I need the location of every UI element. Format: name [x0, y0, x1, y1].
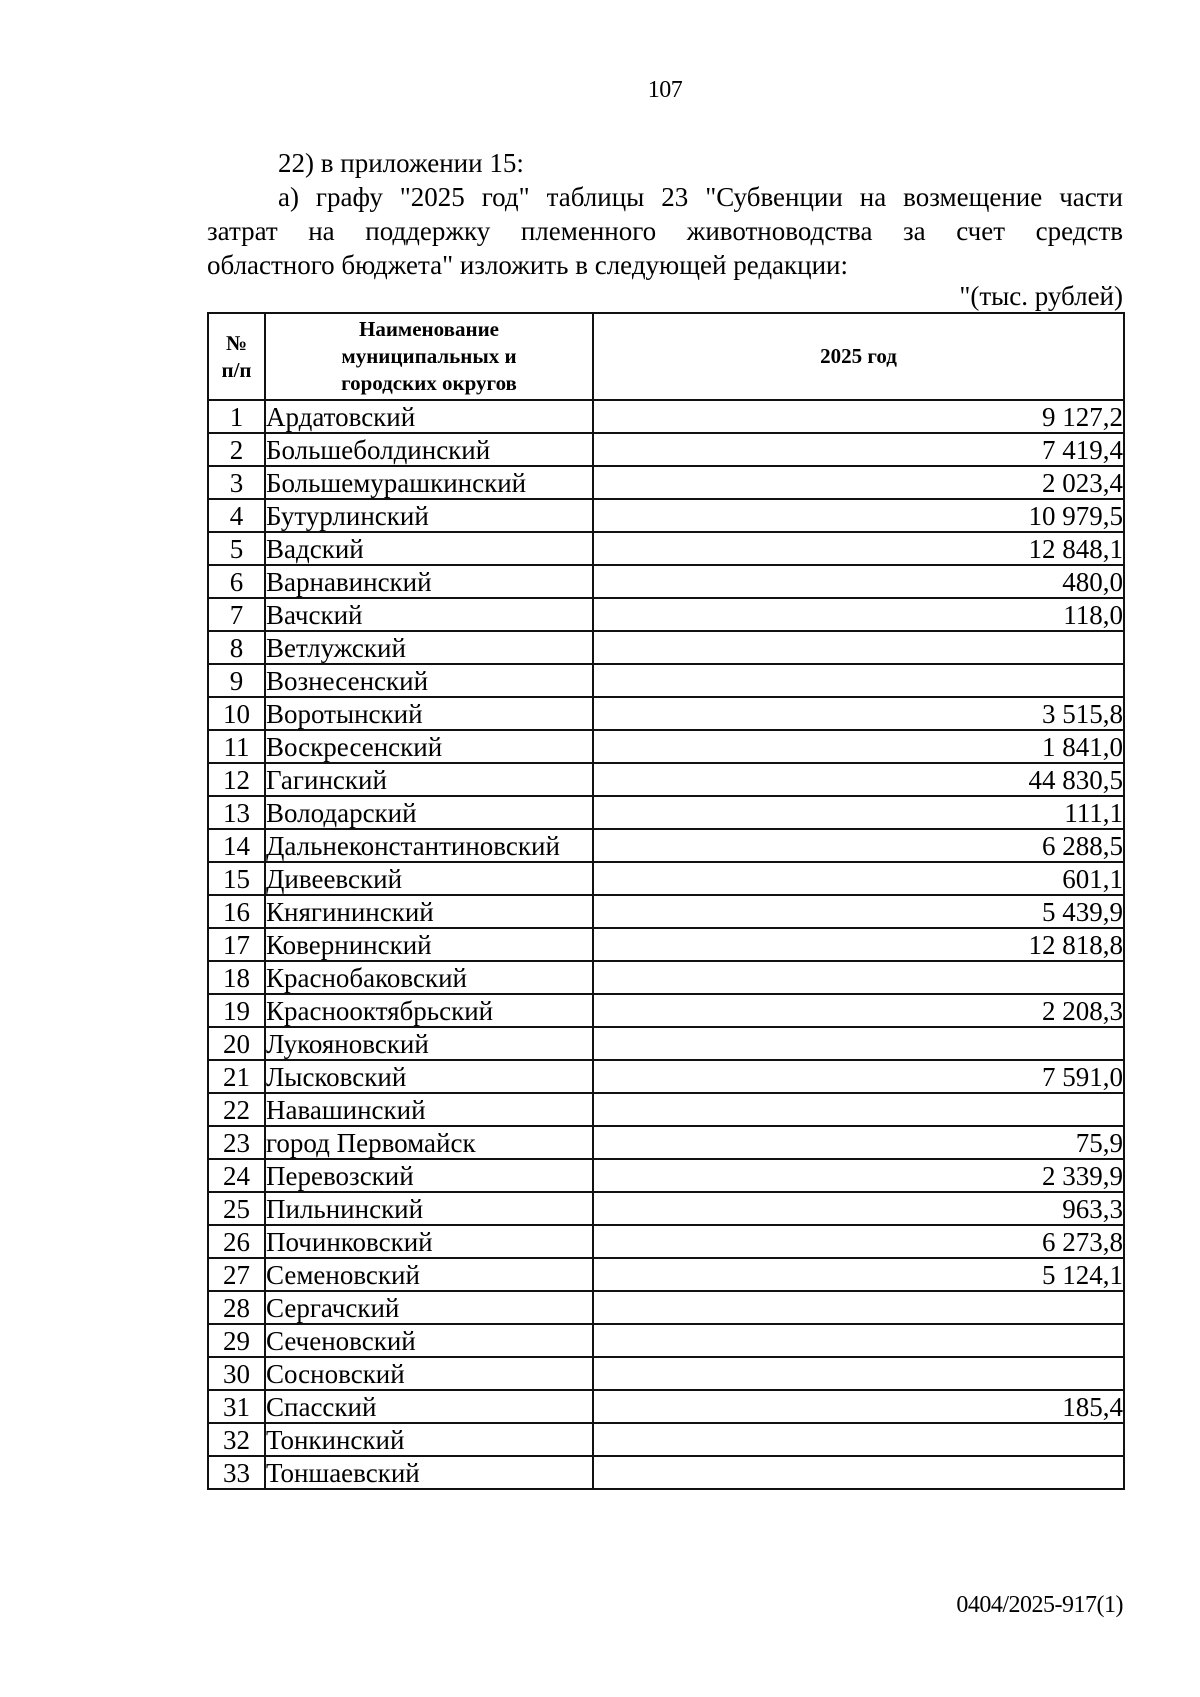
subsidy-value: 118,0: [593, 598, 1124, 631]
subsidy-value: 7 419,4: [593, 433, 1124, 466]
row-number: 9: [208, 664, 265, 697]
intro-line-1: 22) в приложении 15:: [278, 148, 524, 178]
row-number: 22: [208, 1093, 265, 1126]
row-number: 5: [208, 532, 265, 565]
subsidy-value: 963,3: [593, 1192, 1124, 1225]
table-body: [208, 400, 1124, 1489]
row-number: 31: [208, 1390, 265, 1423]
header-year: 2025 год: [593, 313, 1124, 400]
district-name: Лысковский: [265, 1060, 593, 1093]
district-name: Тонкинский: [265, 1423, 593, 1456]
district-name: Сосновский: [265, 1357, 593, 1390]
subsidy-value: 12 818,8: [593, 928, 1124, 961]
district-name: Перевозский: [265, 1159, 593, 1192]
row-number: 17: [208, 928, 265, 961]
subsidy-value: 9 127,2: [593, 400, 1124, 433]
district-name: Дальнеконстантиновский: [265, 829, 593, 862]
row-number: 18: [208, 961, 265, 994]
district-name: Краснооктябрьский: [265, 994, 593, 1027]
table-row: [208, 1192, 1124, 1225]
table-row: [208, 565, 1124, 598]
subsidy-value: 2 339,9: [593, 1159, 1124, 1192]
table-row: [208, 631, 1124, 664]
row-number: 11: [208, 730, 265, 763]
table-row: [208, 433, 1124, 466]
district-name: Сергачский: [265, 1291, 593, 1324]
district-name: Воскресенский: [265, 730, 593, 763]
table-row: [208, 664, 1124, 697]
subsidy-value: 2 208,3: [593, 994, 1124, 1027]
table-row: [208, 1159, 1124, 1192]
table-row: [208, 598, 1124, 631]
table-row: [208, 1291, 1124, 1324]
subsidy-value: [593, 631, 1124, 664]
district-name: Ветлужский: [265, 631, 593, 664]
subsidy-value: 75,9: [593, 1126, 1124, 1159]
district-name: Большеболдинский: [265, 433, 593, 466]
table-row: [208, 1027, 1124, 1060]
row-number: 6: [208, 565, 265, 598]
district-name: Вадский: [265, 532, 593, 565]
subsidy-value: [593, 1357, 1124, 1390]
table-row: [208, 1093, 1124, 1126]
table-row: [208, 466, 1124, 499]
subsidy-value: [593, 1456, 1124, 1489]
district-name: Воротынский: [265, 697, 593, 730]
district-name: Сеченовский: [265, 1324, 593, 1357]
row-number: 23: [208, 1126, 265, 1159]
row-number: 14: [208, 829, 265, 862]
page-number: 107: [647, 77, 683, 103]
subsidy-value: 111,1: [593, 796, 1124, 829]
subsidy-value: 6 273,8: [593, 1225, 1124, 1258]
table-row: [208, 1060, 1124, 1093]
table-row: [208, 1456, 1124, 1489]
row-number: 25: [208, 1192, 265, 1225]
district-name: Володарский: [265, 796, 593, 829]
subsidy-value: [593, 1324, 1124, 1357]
table-row: [208, 1126, 1124, 1159]
table-row: [208, 400, 1124, 433]
row-number: 26: [208, 1225, 265, 1258]
district-name: Вознесенский: [265, 664, 593, 697]
district-name: Вачский: [265, 598, 593, 631]
row-number: 2: [208, 433, 265, 466]
district-name: Большемурашкинский: [265, 466, 593, 499]
table-row: [208, 730, 1124, 763]
intro-line-3: затрат на поддержку племенного животноводства за счет средств: [207, 216, 1123, 246]
subsidy-value: [593, 1027, 1124, 1060]
subsidy-value: [593, 1291, 1124, 1324]
row-number: 21: [208, 1060, 265, 1093]
row-number: 28: [208, 1291, 265, 1324]
table-row: [208, 1357, 1124, 1390]
table-row: [208, 994, 1124, 1027]
row-number: 1: [208, 400, 265, 433]
subsidy-value: 44 830,5: [593, 763, 1124, 796]
row-number: 16: [208, 895, 265, 928]
district-name: Семеновский: [265, 1258, 593, 1291]
district-name: Краснобаковский: [265, 961, 593, 994]
district-name: Починковский: [265, 1225, 593, 1258]
row-number: 29: [208, 1324, 265, 1357]
row-number: 12: [208, 763, 265, 796]
district-name: Дивеевский: [265, 862, 593, 895]
header-num: № п/п: [208, 313, 265, 400]
row-number: 24: [208, 1159, 265, 1192]
subsidy-value: 185,4: [593, 1390, 1124, 1423]
table-row: [208, 532, 1124, 565]
district-name: город Первомайск: [265, 1126, 593, 1159]
subsidy-table: [207, 312, 1125, 1490]
row-number: 4: [208, 499, 265, 532]
table-row: [208, 763, 1124, 796]
table-header-row: [208, 313, 1124, 400]
table-row: [208, 862, 1124, 895]
row-number: 30: [208, 1357, 265, 1390]
table-row: [208, 961, 1124, 994]
row-number: 3: [208, 466, 265, 499]
district-name: Гагинский: [265, 763, 593, 796]
subsidy-value: 2 023,4: [593, 466, 1124, 499]
table-row: [208, 1390, 1124, 1423]
district-name: Спасский: [265, 1390, 593, 1423]
subsidy-value: [593, 1423, 1124, 1456]
subsidy-value: 12 848,1: [593, 532, 1124, 565]
table-row: [208, 829, 1124, 862]
table-row: [208, 1423, 1124, 1456]
table-row: [208, 1324, 1124, 1357]
table-row: [208, 499, 1124, 532]
row-number: 10: [208, 697, 265, 730]
table-row: [208, 1225, 1124, 1258]
district-name: Варнавинский: [265, 565, 593, 598]
table-row: [208, 1258, 1124, 1291]
row-number: 20: [208, 1027, 265, 1060]
subsidy-value: 1 841,0: [593, 730, 1124, 763]
table-row: [208, 697, 1124, 730]
intro-paragraph: [207, 146, 1123, 282]
subsidy-value: [593, 664, 1124, 697]
subsidy-value: 10 979,5: [593, 499, 1124, 532]
district-name: Навашинский: [265, 1093, 593, 1126]
subsidy-value: [593, 1093, 1124, 1126]
district-name: Пильнинский: [265, 1192, 593, 1225]
district-name: Ардатовский: [265, 400, 593, 433]
table-row: [208, 895, 1124, 928]
subsidy-value: 3 515,8: [593, 697, 1124, 730]
district-name: Лукояновский: [265, 1027, 593, 1060]
district-name: Княгининский: [265, 895, 593, 928]
row-number: 19: [208, 994, 265, 1027]
district-name: Бутурлинский: [265, 499, 593, 532]
row-number: 32: [208, 1423, 265, 1456]
subsidy-value: 601,1: [593, 862, 1124, 895]
subsidy-value: 5 439,9: [593, 895, 1124, 928]
unit-label: "(тыс. рублей): [959, 281, 1123, 311]
subsidy-value: 480,0: [593, 565, 1124, 598]
document-code: 0404/2025-917(1): [956, 1592, 1123, 1618]
subsidy-value: 7 591,0: [593, 1060, 1124, 1093]
intro-line-4: областного бюджета" изложить в следующей редакции:: [207, 250, 849, 280]
row-number: 33: [208, 1456, 265, 1489]
subsidy-value: [593, 961, 1124, 994]
intro-line-2: а) графу "2025 год" таблицы 23 "Субвенции на возмещение части: [278, 182, 1123, 212]
row-number: 13: [208, 796, 265, 829]
table-row: [208, 928, 1124, 961]
district-name: Ковернинский: [265, 928, 593, 961]
header-name: Наименование муниципальных и городских округов: [265, 313, 593, 400]
row-number: 8: [208, 631, 265, 664]
table-row: [208, 796, 1124, 829]
row-number: 15: [208, 862, 265, 895]
district-name: Тоншаевский: [265, 1456, 593, 1489]
row-number: 27: [208, 1258, 265, 1291]
subsidy-value: 5 124,1: [593, 1258, 1124, 1291]
row-number: 7: [208, 598, 265, 631]
subsidy-value: 6 288,5: [593, 829, 1124, 862]
